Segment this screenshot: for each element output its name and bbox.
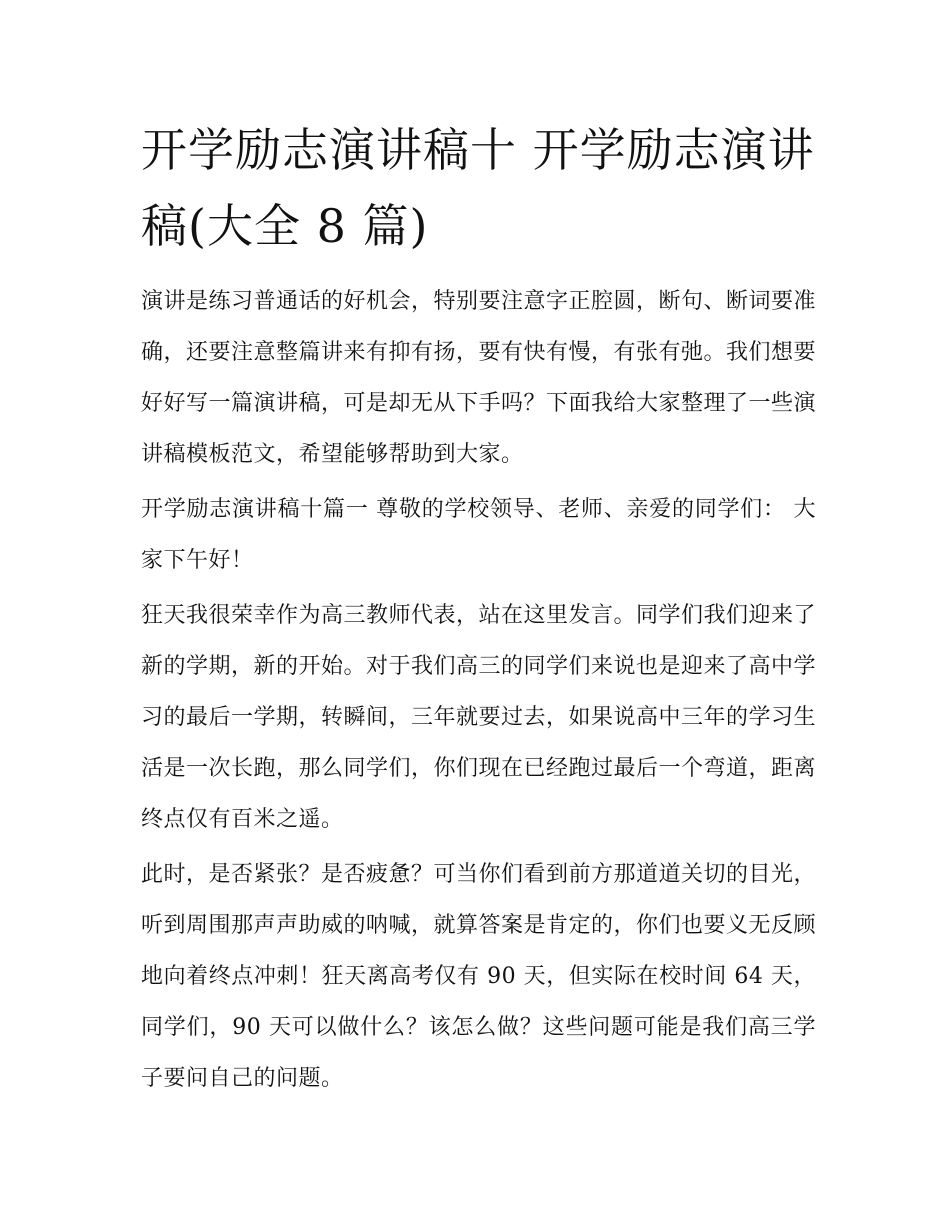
document-body	[141, 112, 816, 1108]
paragraph-speech-body: 此时，是否紧张？是否疲惫？可当你们看到前方那道道关切的目光，听到周围那声声助威的呐喊，就算答案是肯定的，你们也要义无反顾地向着终点冲刺！狂天离高考仅有 90 天，但实际在校时间 64 天，同学们，90 天可以做什么？该怎么做？这些问题可能是我们高三学子要问自己的问题。	[141, 862, 817, 1091]
paragraph-intro: 演讲是练习普通话的好机会，特别要注意字正腔圆，断句、断词要准确，还要注意整篇讲来有抑有扬，要有快有慢，有张有弛。我们想要好好写一篇演讲稿，可是却无从下手吗？下面我给大家整理了一些演讲稿模板范文，希望能够帮助到大家。	[141, 289, 817, 467]
paragraph-greeting: 开学励志演讲稿十篇一 尊敬的学校领导、老师、亲爱的同学们： 大家下午好！	[141, 497, 816, 573]
paragraph-speech-opening: 狂天我很荣幸作为高三教师代表，站在这里发言。同学们我们迎来了新的学期，新的开始。对于我们高三的同学们来说也是迎来了高中学习的最后一学期，转瞬间，三年就要过去，如果说高中三年的学习生活是一次长跑，那么同学们，你们现在已经跑过最后一个弯道，距离终点仅有百米之遥。	[141, 603, 817, 832]
document-title: 开学励志演讲稿十 开学励志演讲稿(大全 8 篇)	[141, 123, 815, 253]
